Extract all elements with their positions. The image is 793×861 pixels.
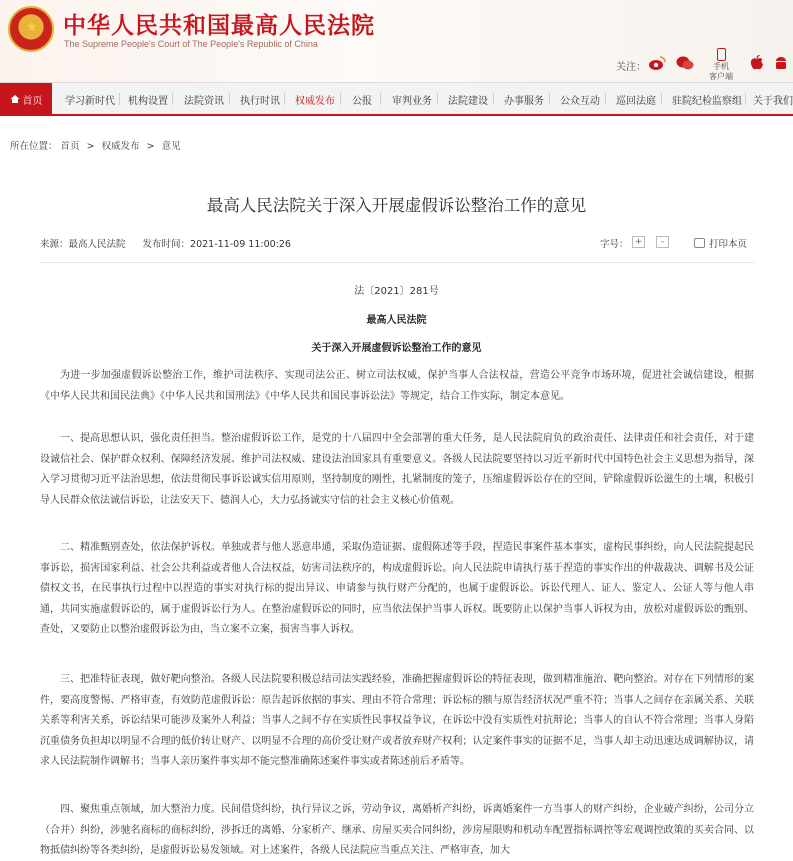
star-icon: ★ <box>26 20 38 35</box>
body-paragraph: 四、聚焦重点领域，加大整治力度。民间借贷纠纷，执行异议之诉，劳动争议，离婚析产纠纷，诉离婚案件一方当事人的财产纠纷，企业破产纠纷，公司分立（合并）纠纷，涉驰名商标的商标纠纷，涉拆迁的离婚、分家析产、继承、房屋买卖合同纠纷，涉房屋限购和机动车配置指标调控等宏观调控政策的买卖合同、以物抵债纠纷等各类纠纷，是虚假诉讼易发领域。对上述案件，各级人民法院应当重点关注、严格审查，加大 <box>40 804 754 856</box>
follow-label: 关注： <box>616 62 646 73</box>
print-label: 打印本页 <box>709 239 748 250</box>
body-paragraph: 三、把准特征表现，做好靶向整治。各级人民法院要积极总结司法实践经验，准确把握虚假诉讼的特征表现，做到精准施治、靶向整治。对存在下列情形的案件，要高度警惕、严格审查，有效防范虚假诉讼：原告起诉依据的事实、理由不符合常理；诉讼标的额与原告经济状况严重不符；当事人之间存在亲属关系、关联关系等利害关系，诉讼结果可能涉及案外人利益；当事人之间不存在实质性民事权益争议，在诉讼中没有实质性对抗辩论；当事人的自认不符合常理；当事人身陷沉重债务负担却以明显不合理的低价转让财产、以明显不合理的高价受让财产或者放弃财产权利；认定案件事实的证据不足，当事人却主动迅速达成调解协议，请求人民法院制作调解书；当事人亲历案件事实却不能完整准确陈述案件事实或者陈述前后矛盾等。 <box>40 674 754 767</box>
nav-item-public-interaction[interactable]: 公众互动 <box>560 95 600 107</box>
nav-home-label: 首页 <box>22 95 43 107</box>
android-icon[interactable] <box>771 53 791 73</box>
breadcrumb-separator: > <box>146 141 155 152</box>
nav-item-about[interactable]: 关于我们 <box>753 95 793 107</box>
article-source: 来源：最高人民法院 <box>40 239 126 250</box>
breadcrumb-label: 所在位置： <box>10 141 58 152</box>
wechat-icon[interactable] <box>675 53 695 73</box>
article-published: 发布时间：2021-11-09 11:00:26 <box>142 239 291 250</box>
mobile-client-button[interactable] <box>704 48 738 82</box>
breadcrumb-item-releases[interactable]: 权威发布 <box>101 141 140 152</box>
nav-separator <box>229 93 230 105</box>
nav-home[interactable] <box>0 83 52 115</box>
print-button[interactable] <box>694 236 747 250</box>
mobile-label-2: 客户端 <box>709 72 733 81</box>
apple-icon[interactable] <box>747 53 767 73</box>
font-increase-button[interactable]: + <box>632 236 645 248</box>
issuer: 最高人民法院 <box>366 315 427 326</box>
body-paragraph: 一、提高思想认识，强化责任担当。整治虚假诉讼工作，是党的十八届四中全会部署的重大任务，是人民法院肩负的政治责任、法律责任和社会责任，对于建设诚信社会、保护群众权利、保障经济发展、维护司法权威、建设法治国家具有重要意义。各级人民法院要坚持以习近平新时代中国特色社会主义思想为指导，深入学习贯彻习近平法治思想，依法贯彻民事诉讼诚实信用原则，坚持制度的刚性，扎紧制度的笼子，压缩虚假诉讼存在的空间，铲除虚假诉讼滋生的土壤，积极引导人民群众依法诚信诉讼，让法安天下、德润人心，大力弘扬诚实守信的社会主义核心价值观。 <box>40 433 754 506</box>
body-paragraph: 为进一步加强虚假诉讼整治工作，维护司法秩序、实现司法公正、树立司法权威，保护当事人合法权益，营造公平竞争市场环境，促进社会诚信建设，根据《中华人民共和国民法典》《中华人民共和国刑法》《中华人民共和国民事诉讼法》等规定，结合工作实际，制定本意见。 <box>40 370 754 402</box>
nav-separator <box>661 93 662 105</box>
divider <box>40 262 754 263</box>
nav-separator <box>340 93 341 105</box>
mobile-label-1: 手机 <box>713 62 729 71</box>
nav-separator <box>745 93 746 105</box>
nav-item-enforcement[interactable]: 执行时讯 <box>240 95 280 107</box>
font-decrease-button[interactable]: - <box>656 236 669 248</box>
nav-item-releases[interactable]: 权威发布 <box>295 95 335 107</box>
document-subtitle: 关于深入开展虚假诉讼整治工作的意见 <box>311 343 482 354</box>
nav-separator <box>172 93 173 105</box>
breadcrumb-item-home[interactable]: 首页 <box>60 141 80 152</box>
print-icon <box>694 238 705 248</box>
nav-item-gazette[interactable]: 公报 <box>352 95 372 107</box>
nav-item-court-news[interactable]: 法院资讯 <box>184 95 224 107</box>
site-subtitle: The Supreme People's Court of The People's Republic of China <box>64 39 318 49</box>
national-emblem-icon[interactable] <box>8 6 54 52</box>
document-number: 法〔2021〕281号 <box>354 286 439 297</box>
nav-separator <box>119 93 120 105</box>
nav-item-services[interactable]: 办事服务 <box>504 95 544 107</box>
breadcrumb <box>10 138 181 152</box>
nav-separator <box>605 93 606 105</box>
site-header <box>0 0 793 82</box>
nav-separator <box>549 93 550 105</box>
weibo-icon[interactable] <box>647 53 667 73</box>
nav-item-circuit-court[interactable]: 巡回法庭 <box>616 95 656 107</box>
nav-item-discipline-group[interactable]: 驻院纪检监察组 <box>672 95 742 107</box>
nav-separator <box>493 93 494 105</box>
article-title: 最高人民法院关于深入开展虚假诉讼整治工作的意见 <box>206 196 587 215</box>
nav-item-study[interactable]: 学习新时代 <box>65 95 115 107</box>
site-title[interactable]: 中华人民共和国最高人民法院 <box>63 13 375 39</box>
nav-separator <box>437 93 438 105</box>
breadcrumb-separator: > <box>86 141 95 152</box>
fontsize-label: 字号： <box>600 239 629 250</box>
nav-item-organization[interactable]: 机构设置 <box>128 95 168 107</box>
nav-separator <box>284 93 285 105</box>
nav-item-trial-business[interactable]: 审判业务 <box>392 95 432 107</box>
nav-separator <box>380 93 381 105</box>
body-paragraph: 二、精准甄别查处，依法保护诉权。单独或者与他人恶意串通，采取伪造证据、虚假陈述等手段，捏造民事案件基本事实，虚构民事纠纷，向人民法院提起民事诉讼，损害国家利益、社会公共利益或者他人合法权益，妨害司法秩序的，构成虚假诉讼。向人民法院申请执行基于捏造的事实作出的仲裁裁决、调解书及公证债权文书，在民事执行过程中以捏造的事实对执行标的提出异议、申请参与执行财产分配的，也属于虚假诉讼。诉讼代理人、证人、鉴定人、公证人等与他人串通，共同实施虚假诉讼的，属于虚假诉讼行为人。在整治虚假诉讼的同时，应当依法保护当事人诉权。既要防止以保护当事人诉权为由，放松对虚假诉讼的甄别、查处，又要防止以整治虚假诉讼为由，当立案不立案，损害当事人诉权。 <box>40 542 754 635</box>
article-meta <box>40 236 297 250</box>
breadcrumb-item-opinion[interactable]: 意见 <box>161 141 181 152</box>
main-nav <box>0 82 793 116</box>
home-icon <box>10 94 20 104</box>
nav-item-court-building[interactable]: 法院建设 <box>448 95 488 107</box>
